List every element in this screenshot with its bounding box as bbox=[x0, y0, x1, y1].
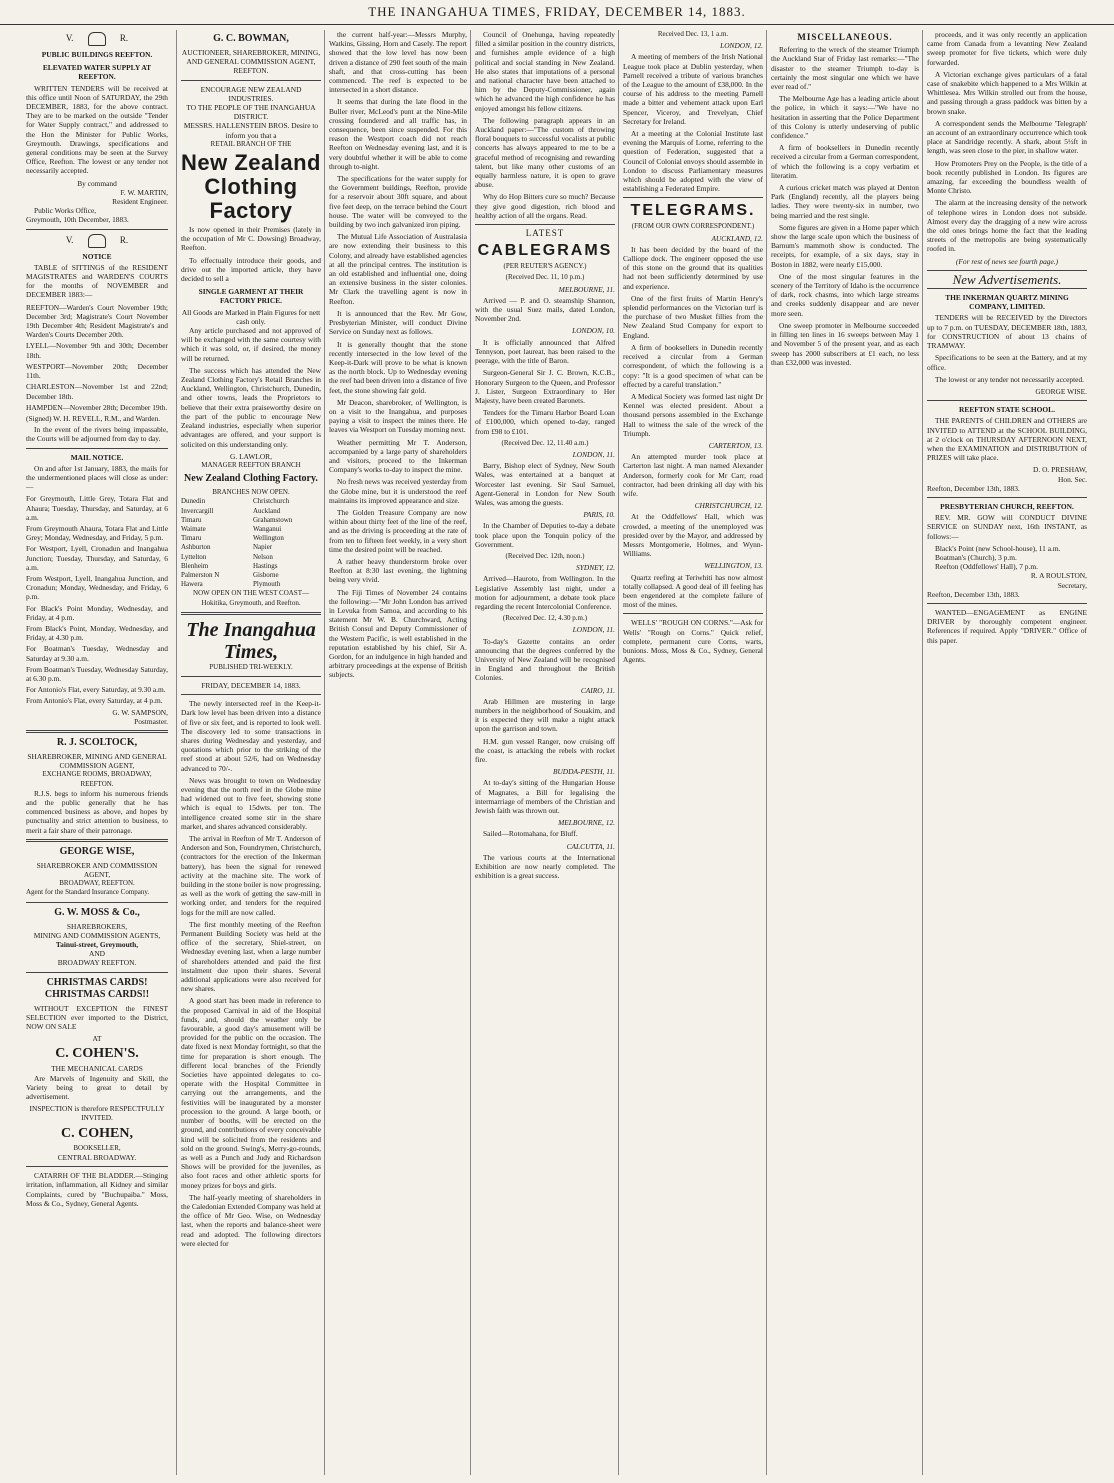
branch-item: Gisborne bbox=[253, 570, 279, 579]
mail-signer: G. W. SAMPSON, bbox=[112, 707, 168, 717]
misc-para: One sweep promoter in Melbourne succeeded in filling ten lines in 16 sweeps between May 1 and November 5 of the present year, and as each sweep has 2000 subscribers at £1 each, no less than £32,000 was invested. bbox=[771, 320, 919, 367]
mail-item: From Greymouth Ahaura, Totara Flat and Little Grey; Monday, Wednesday, and Friday, 5 p.m. bbox=[26, 523, 168, 543]
news-para: Why do Hop Bitters cure so much? Because they give good digestion, rich blood and healthy action of all the organs. Read. bbox=[475, 192, 615, 220]
school-title: REEFTON STATE SCHOOL. bbox=[959, 405, 1055, 415]
church-role: Secretary, bbox=[1057, 580, 1087, 590]
divider bbox=[181, 694, 321, 695]
news-para: The half-yearly meeting of shareholders in the Caledonian Extended Company was held at the office of Mr Geo. Wise, on Wednesday last, when the reports and balance-sheet were read and adopted. The following directors were elected for bbox=[181, 1192, 321, 1248]
factory-body-2: To effectually introduce their goods, and drive out the imported article, they have decided to sell a bbox=[181, 255, 321, 284]
telegram-text: It has been decided by the board of the Calliope dock. The engineer opposed the use of this stone on the ground that its qualities had not been sufficiently determined by use and experience. bbox=[623, 244, 763, 291]
mail-item: From Westport, Lyell, Inangahua Junction, and Cronadun; Monday, Wednesday, and Friday, 6 p.m. bbox=[26, 573, 168, 602]
mech-title: THE MECHANICAL CARDS bbox=[51, 1064, 143, 1074]
divider bbox=[26, 1166, 168, 1167]
lawlor-name: G. LAWLOR, bbox=[230, 451, 272, 461]
divider bbox=[927, 603, 1087, 604]
cable-text: In the Chamber of Deputies to-day a debate took place upon the Tonquin policy of the Government. bbox=[475, 521, 615, 549]
misc-para: The alarm at the increasing density of the network of telephone wires in London does not subside. Almost every day the dragging of a new wire across the old ones brings home the fact that the leading streets of the metropolis are being systematically roofed in. bbox=[927, 198, 1087, 254]
church-signer: R. A ROULSTON, bbox=[1030, 571, 1087, 581]
school-signer: D. O. PRESHAW, bbox=[1033, 465, 1087, 475]
news-para: The arrival in Reefton of Mr T. Anderson of Anderson and Son, Foundrymen, Christchurch, (contractors for the erection of the Inkerman battery), has been the signal for renewed activity at the machine site. The work of building in the stone boiler is now progressing, as well as the work of getting the saw-mill in working order, and tenders for the required logs for the mill are now called. bbox=[181, 834, 321, 917]
school-date: Reefton, December 13th, 1883. bbox=[927, 483, 1020, 493]
xmas-at: AT bbox=[92, 1034, 102, 1044]
divider bbox=[181, 80, 321, 81]
misc-para: Some figures are given in a Home paper which show the large scale upon which the business of Barnum's mammoth show is conducted. The receipts, for example, of a six days, stay in Boston in 1882, were nearly £15,000. bbox=[771, 222, 919, 269]
success-note: The success which has attended the New Zealand Clothing Factory's Retail Branches in Auckland, Wellington, Christchurch, Dunedin, and other towns, leads the Proprietors to believe that their extra praiseworthy desire on the part of the public to encourage New Zealand industries, especially when superior advantages are offered, and your support is solicited on this understanding only. bbox=[181, 365, 321, 449]
mech-body: Are Marvels of Ingenuity and Skill, the Variety being to great to detail by advertisement. bbox=[26, 1073, 168, 1102]
sitting-item: WESTPORT—November 20th; December 11th. bbox=[26, 361, 168, 381]
news-para: It is announced that the Rev. Mr Gow, Presbyterian Minister, will conduct Divine Service on Sunday next as follows. bbox=[329, 308, 467, 337]
sitting-item: CHARLESTON—November 1st and 22nd; December 18th. bbox=[26, 382, 168, 401]
news-para: No fresh news was received yesterday from the Globe mine, but it is understood the reef maintains its improved appearance and size. bbox=[329, 477, 467, 505]
west-coast-note: NOW OPEN ON THE WEST COAST—Hokitika, Greymouth, and Reefton. bbox=[193, 589, 309, 607]
cable-text: Tenders for the Timaru Harbor Board Loan of £100,000, which opened to-day, ranged from £98 to £101. bbox=[475, 408, 615, 436]
crest-letter-right-2: R. bbox=[119, 234, 129, 245]
telegram-text: One of the first fruits of Martin Henry's splendid performances on the Victorian turf is the purchase of two Musket fillies from the New Zealand Stud Company for export to England. bbox=[623, 293, 763, 340]
branch-item: Ashburton bbox=[181, 543, 211, 552]
cable-agency: (PER REUTER'S AGENCY.) bbox=[503, 262, 587, 271]
misc-para: A correspondent sends the Melbourne 'Telegraph' an account of an extraordinary occurrence which took place at Sandridge recently. A shark, about 5½ft in length, was seen close to the pier, in shallow water. bbox=[927, 118, 1087, 156]
xmas-body: WITHOUT EXCEPTION the FINEST SELECTION ever imported to the District, NOW ON SALE bbox=[26, 1003, 168, 1032]
cable-received: (Received Dec. 12, 4.30 p.m.) bbox=[502, 614, 588, 623]
cable-text: Sailed—Rotomahana, for Bluff. bbox=[483, 829, 578, 839]
crown-icon bbox=[88, 32, 106, 46]
to-people-heading: TO THE PEOPLE OF THE INANGAHUA DISTRICT. bbox=[186, 103, 316, 122]
cable-dateline: LONDON, 11. bbox=[572, 625, 615, 635]
notice-body: TABLE of SITTINGS of the RESIDENT MAGISTRATES and WARDEN'S COURTS for the months of NOVEMBER and DECEMBER 1883:— bbox=[26, 262, 168, 300]
crest-letter-left-2: V. bbox=[65, 234, 74, 245]
divider bbox=[623, 197, 763, 198]
column-2 bbox=[176, 30, 325, 1475]
divider bbox=[26, 839, 168, 842]
cable-text: It is officially announced that Alfred Tennyson, poet laureat, has been raised to the peerage, with the title of Baron. bbox=[475, 337, 615, 366]
exchange-note: Any article purchased and not approved of will be exchanged with the same courtesy with which it was sold, or, if desired, the money will be returned. bbox=[181, 326, 321, 363]
column-4 bbox=[470, 30, 619, 1475]
divider bbox=[26, 229, 168, 230]
wanted-ad: WANTED—ENGAGEMENT as ENGINE DRIVER by thoroughly competent engineer. References if required. Apply "DRIVER." Office of this paper. bbox=[927, 607, 1087, 645]
telegram-text: An attempted murder took place at Carterton last night. A man named Alexander Anderson, formerly cook for Mr Carr, road contractor, had been drinking all day with his wife. bbox=[623, 452, 763, 498]
paper-title: The Inangahua Times, bbox=[186, 618, 316, 663]
misc-para: A Victorian exchange gives particulars of a fatal case of snakebite which happened to a Mrs Wilkin at Whittlesea. Mrs Wilkin strolled out from the house, and passing through a grass paddock was bitten by a brown snake. bbox=[927, 69, 1087, 116]
cablegrams-heading: CABLEGRAMS bbox=[477, 242, 613, 260]
inkerman-signer: GEORGE WISE. bbox=[1035, 386, 1087, 396]
cable-text: To-day's Gazette contains an order announcing that the degrees conferred by the University of New Zealand will be recognised in England and throughout the British Colonies. bbox=[475, 636, 615, 683]
moss-address-2: AND bbox=[88, 949, 105, 959]
wise-name: GEORGE WISE, bbox=[59, 845, 135, 857]
inkerman-note: The lowest or any tender not necessarily accepted. bbox=[935, 374, 1084, 384]
mail-item: For Antonio's Flat, every Saturday, at 9.30 a.m. bbox=[26, 685, 166, 695]
wells-ad: WELLS' "ROUGH ON CORNS."—Ask for Wells' "Rough on Corns." Quick relief, complete, permanent cure Corns, warts, bunions. Moss, Moss & Co., Sydney, General Agents. bbox=[623, 618, 763, 665]
misc-para: Referring to the wreck of the steamer Triumph the Auckland Star of Friday last remarks:—"The disaster to the steamer Triumph to-day is certainly the most singular one which we have ever read of." bbox=[771, 45, 919, 92]
crest-letter-right: R. bbox=[119, 33, 129, 44]
news-para: The Fiji Times of November 24 contains the following:—"Mr John London has arrived in Levuka from Samoa, and according to his statement Mr W. B. Churchward, Acting British Consul and Deputy Commissioner of the Western Pacific, is well established in the reputation established by his chief, Sir A. Gordon, for an indulgence in high handed and arbitrary proceedings at the expense of British subjects. bbox=[329, 587, 467, 680]
news-para: Mr Deacon, sharebroker, of Wellington, is on a visit to the Inangahua, and purposes paying a visit to inspect the mines there. He leaves via Westport on Tuesday morning next. bbox=[329, 397, 467, 435]
news-para: the current half-year:—Messrs Murphy, Watkins, Gissing, Horn and Casely. The report showed that the low level has now been driven a distance of 290 feet south of the main shaft, and that cross-cutting has been commenced. The reef is expected to be intersected in a short distance. bbox=[329, 30, 467, 95]
cable-dateline: LONDON, 10. bbox=[572, 326, 615, 336]
cohen-address: CENTRAL BROADWAY. bbox=[57, 1152, 137, 1162]
misc-para: A curious cricket match was played at Denton Park (England) recently, all the players being ladies. They were twenty-six in number, two being married and the rest single. bbox=[771, 183, 919, 220]
news-para: Council of Onehunga, having repeatedly filled a similar position in the country districts, and furnishes ample evidence of a high political and social standing in New Zealand. He also states that imputations of a personal and national character have been attached to him by the Deputy-Commissioner, again which he advanced the high confidence he has enjoyed amongst his fellow citizens. bbox=[475, 30, 615, 113]
misc-para: How Promoters Prey on the People, is the title of a book recently published in London. Its figures are amazing, far exceeding the boundless wealth of Monte Christo. bbox=[927, 158, 1087, 196]
telegram-dateline: AUCKLAND, 12. bbox=[711, 233, 763, 243]
telegram-text: A firm of booksellers in Dunedin recently received a circular from a German correspondent, of which the following is a copy: "It is a good specimen of what can be effected by a careful translation." bbox=[623, 342, 763, 389]
column-6 bbox=[766, 30, 923, 1475]
by-command: By command bbox=[77, 178, 117, 188]
news-para: At a meeting at the Colonial Institute last evening the Marquis of Lorne, referring to the question of Federation, suggested that a Council of Colonial envoys should assemble in London to discuss Parliamentary measures which should be adopted with the view of establishing a Federated Empire. bbox=[623, 129, 763, 194]
xmas-shop: C. COHEN'S. bbox=[55, 1046, 139, 1062]
misc-para: A firm of booksellers in Dunedin recently received a circular from a German correspondent, of which the following is a copy verbatim et literatim. bbox=[771, 143, 919, 180]
divider bbox=[181, 676, 321, 677]
cable-text: At to-day's sitting of the Hungarian House of Magnates, a Bill for legalising the intermarriage of members of the Christian and Jewish faith was thrown out. bbox=[475, 778, 615, 816]
single-garment: SINGLE GARMENT AT THEIR FACTORY PRICE. bbox=[198, 287, 304, 306]
cable-dateline: SYDNEY, 12. bbox=[576, 563, 615, 573]
divider bbox=[623, 613, 763, 614]
moss-address: Tainui-street, Greymouth, bbox=[55, 940, 139, 950]
cohen-role: BOOKSELLER, bbox=[73, 1143, 121, 1152]
news-para: The Golden Treasure Company are now within about thirty feet of the line of the reef, and as the driving is proceeding at the rate of from ten to fifteen feet weekly, in a very short time the desired point will be reached. bbox=[329, 507, 467, 554]
telegram-dateline: CHRISTCHURCH, 12. bbox=[694, 501, 763, 511]
moss-address-3: BROADWAY REEFTON. bbox=[57, 958, 137, 968]
divider bbox=[927, 497, 1087, 498]
mail-item: From Boatman's Tuesday, Wednesday Saturday, at 6.30 p.m. bbox=[26, 664, 168, 683]
church-time: Reefton (Oddfellows' Hall), 7 p.m. bbox=[935, 562, 1038, 572]
telegram-dateline: WELLINGTON, 13. bbox=[704, 561, 763, 571]
branch-item: Napier bbox=[253, 543, 273, 552]
retail-branch: RETAIL BRANCH OF THE bbox=[210, 139, 292, 148]
column-7 bbox=[922, 30, 1087, 1475]
branch-item: Nelson bbox=[253, 552, 273, 561]
branch-item: Grahamstown bbox=[253, 515, 293, 524]
cable-text: Barry, Bishop elect of Sydney, New South Wales, was entertained at a banquet at Worcester last evening. Sir Saul Samuel, Agent-General in London for New South Wales, was among the guests. bbox=[475, 461, 615, 507]
scoltock-name: R. J. SCOLTOCK, bbox=[56, 737, 138, 748]
telegram-text: Quartz reefing at Teriwhiti has now almost totally collapsed. A good deal of ill feeling has been engendered at the complete failure of most of the mines. bbox=[623, 572, 763, 610]
mail-intro: On and after 1st January, 1883, the mails for the undermentioned places will close as under:— bbox=[26, 463, 168, 492]
tender-body: WRITTEN TENDERS will be received at this office until Noon of SATURDAY, the 29th DECEMBER, 1883, for the above contract. They are to be marked on the outside "Tender for Water Supply contract," and addressed to the Hon the Minister for Public Works, Greymouth. Drawings, specifications and general conditions may be seen at the Survey Office, Reefton. The lowest or any tender not necessarily accepted. bbox=[26, 83, 168, 176]
branch-item: Waimate bbox=[181, 524, 206, 533]
church-title: PRESBYTERIAN CHURCH, REEFTON. bbox=[940, 501, 1074, 511]
school-body: THE PARENTS of CHILDREN and OTHERS are INVITED to ATTEND at the SCHOOL BUILDING, at 2 o'clock on THURSDAY AFTERNOON NEXT, when the EXAMINATION and DISTRIBUTION of PRIZES will take place. bbox=[927, 416, 1087, 463]
new-advertisements-heading: New Advertisements. bbox=[952, 271, 1062, 287]
misc-para: proceeds, and it was only recently an application came from Canada from a levanting New Zealand sweep promoter for five tickets, which were duly forwarded. bbox=[927, 30, 1087, 67]
mail-item: For Black's Point Monday, Wednesday, and Friday, at 4 p.m. bbox=[26, 603, 168, 622]
branch-item: Hawera bbox=[181, 580, 203, 589]
branch-item: Palmerston N bbox=[181, 570, 220, 579]
telegrams-heading: TELEGRAMS. bbox=[630, 202, 756, 220]
mail-role: Postmaster. bbox=[134, 716, 168, 726]
branch-item: Lyttelton bbox=[181, 552, 207, 561]
cable-text: The various courts at the International Exhibition are now nearly completed. The exhibition is a great success. bbox=[475, 852, 615, 881]
scoltock-trade: SHAREBROKER, MINING AND GENERAL COMMISSION AGENT, bbox=[27, 752, 167, 771]
branches-title: BRANCHES NOW OPEN. bbox=[212, 488, 290, 497]
news-para: A good start has been made in reference to the proposed Carnival in aid of the Hospital funds, and, should the weather only be favourable, a good day's amusement will be provided for the public on the occasion. The date fixed is next Monday fortnight, so that the time for preparation is short enough. The different local branches of the Friendly Societies have appointed delegates to co-operate with the Hospital Committee in carrying out the arrangements, and the festivities will be inaugurated by a monster procession to the ground. A large booth, or number of booths, will be erected on the ground, and contributions of every conceivable kind will be solicited from the residents and sold on the ground. Swing's, Merry-go-rounds, as well as a Punch and Judy and Richardson Shows will be provided for the juveniles, as also foot races and other athletic sports for money prizes for boys and girls. bbox=[181, 996, 321, 1190]
divider bbox=[181, 612, 321, 615]
school-role: Hon. Sec. bbox=[1058, 474, 1087, 484]
divider bbox=[26, 730, 168, 733]
telegram-text: At the Oddfellows' Hall, which was crowded, a meeting of the unemployed was presided over by the Mayor, and addressed by Messrs Montgomerie, Holmes, and Wynn-Williams. bbox=[623, 512, 763, 559]
moss-trade-2: MINING AND COMMISSION AGENTS, bbox=[33, 930, 161, 940]
mail-item: From Antonio's Flat, every Saturday, at 4 p.m. bbox=[26, 696, 163, 706]
hallenstein-intro: MESSRS. HALLENSTEIN BROS. Desire to inform you that a bbox=[183, 121, 319, 140]
cable-text: Arrived—Hauroto, from Wellington. In the Legislative Assembly last night, under a motion for adjournment, a debate took place regarding the recent Intercolonial Conference. bbox=[475, 574, 615, 611]
column-5 bbox=[618, 30, 767, 1475]
news-para: News was brought to town on Wednesday evening that the north reef in the Globe mine had widened out to five feet, showing stone which is equal to 15dwts. per ton. The intelligence created some stir in the share market, and shares advanced considerably. bbox=[181, 775, 321, 831]
wise-trade: SHAREBROKER AND COMMISSION AGENT, bbox=[36, 860, 158, 880]
news-para: The specifications for the water supply for the Government buildings, Reefton, provide for a reservoir about 30ft square, and about five feet deep, on the terrace behind the Court house. The water will be conveyed to the building by two inch galvanized iron piping. bbox=[329, 174, 467, 230]
notice-title: NOTICE bbox=[82, 251, 112, 261]
telegram-text: A Medical Society was formed last night Dr Kennel was elected president. About a thousand persons assembled in the Exchange Hall to witness the sale of the wreck of the Triumph. bbox=[623, 391, 763, 438]
encourage-heading: ENCOURAGE NEW ZEALAND INDUSTRIES. bbox=[200, 84, 302, 103]
branch-item: Plymouth bbox=[253, 580, 281, 589]
cohen-name: C. COHEN, bbox=[61, 1125, 133, 1141]
divider bbox=[475, 224, 615, 225]
column-container bbox=[26, 30, 1090, 1475]
sitting-item: LYELL—November 9th and 30th; December 18th. bbox=[26, 341, 168, 360]
bowman-trade: AUCTIONEER, SHAREBROKER, MINING, AND GENERAL COMMISSION AGENT, bbox=[181, 48, 321, 67]
inkerman-body: TENDERS will be RECEIVED by the Directors up to 7 p.m. on TUESDAY, DECEMBER 18th, 1883, for CONSTRUCTION of about 13 chains of TRAMWAY. bbox=[927, 313, 1087, 351]
crest-letter-left: V. bbox=[65, 33, 74, 44]
mail-item: For Greymouth, Little Grey, Totara Flat and Ahaura; Tuesday, Thursday, and Saturday, at 6 a.m. bbox=[26, 494, 168, 522]
news-para: A meeting of members of the Irish National League took place at Dublin yesterday, when Parnell received a tribute of various branches of the League to the amount of £38,000. In the course of his address to the meeting Parnell made a bitter and vehement attack upon Earl Spencer, Viceroy, and Trevelyan, Chief Secretary for Ireland. bbox=[623, 52, 763, 126]
church-date: Reefton, December 13th, 1883. bbox=[927, 589, 1020, 599]
news-para: The first monthly meeting of the Reefton Permanent Building Society was held at the office of the secretary, Shiel-street, on Wednesday evening last, when a large number of shareholders attended and paid the first instalment due upon their shares. Several additional applications were also received for new shares. bbox=[181, 919, 321, 994]
branch-item: Christchurch bbox=[253, 497, 290, 506]
church-time: Boatman's (Church), 3 p.m. bbox=[935, 552, 1017, 562]
divider bbox=[26, 902, 168, 903]
branches-list bbox=[181, 497, 321, 589]
crown-icon bbox=[88, 234, 106, 248]
bowman-name: G. C. BOWMAN, bbox=[213, 33, 289, 44]
branch-item: Invercargill bbox=[181, 506, 214, 515]
news-para: The following paragraph appears in an Auckland paper:—"The custom of throwing floral bouquets to successful vocalists at public concerts has always appeared to me to be a graceful method of recognising and rewarding talent, but like many other customs of an equally harmless nature, it is open to grave abuse. bbox=[475, 115, 615, 190]
divider bbox=[26, 448, 168, 449]
branch-item: Auckland bbox=[253, 506, 281, 515]
cable-text: H.M. gun vessel Ranger, now cruising off the coast, is attacking the rebels with rocket fire. bbox=[475, 736, 615, 765]
inspect-note: INSPECTION is therefore RESPECTFULLY INVITED. bbox=[29, 1104, 165, 1123]
telegram-dateline: CARTERTON, 13. bbox=[708, 440, 763, 450]
news-para: It seems that during the late flood in the Buller river, McLeod's punt at the Nine-Mile crossing foundered and all traffic has, in consequence, been since suspended. For this reason the Westport coach did not reach Reefton on Wednesday evening last, and it is very doubtful whether it will be able to come through to-night. bbox=[329, 97, 467, 171]
mail-item: For Westport, Lyell, Cronadun and Inangahua Junction; Tuesday, Thursday, and Saturday, 6 a.m. bbox=[26, 544, 168, 572]
news-para: The Mutual Life Association of Australasia are now extending their business to this Colony, and already have established agencies at all the principal centres. The institution is an old established and influential one, doing an extensive business in the sister colonies. Mr Clark the travelling agent is now in Reefton. bbox=[329, 232, 467, 306]
tender-signer: F. W. MARTIN, bbox=[120, 187, 168, 197]
branch-item: Wanganui bbox=[253, 524, 282, 533]
misc-heading: MISCELLANEOUS. bbox=[797, 32, 893, 42]
divider bbox=[927, 400, 1087, 401]
royal-crest bbox=[26, 32, 168, 46]
sitting-item: REEFTON—Warden's Court November 19th; December 3rd; Magistrate's Court November 19th December 4th; Resident Magistrate's and Warden's Courts December 20th. bbox=[26, 302, 168, 340]
latest-heading: LATEST bbox=[525, 228, 565, 239]
xmas-title: CHRISTMAS CARDS! CHRISTMAS CARDS!! bbox=[44, 976, 150, 1000]
branch-item: Dunedin bbox=[181, 497, 206, 506]
wise-address: BROADWAY, REEFTON. bbox=[59, 879, 135, 888]
factory-title-2: New Zealand Clothing Factory. bbox=[184, 473, 318, 485]
tender-signer-role: Resident Engineer. bbox=[112, 197, 168, 207]
branch-item: Wellington bbox=[253, 534, 284, 543]
branch-item: Blenheim bbox=[181, 561, 209, 570]
wise-note: Agent for the Standard Insurance Company. bbox=[26, 888, 150, 897]
branch-item: Timaru bbox=[181, 534, 202, 543]
catarrh-ad: CATARRH OF THE BLADDER.—Stinging irritation, inflammation, all Kidney and similar Complaints, cured by "Buchupaiba." Moss, Moss & Co., Sydney, General Agents. bbox=[26, 1171, 168, 1208]
scoltock-address: EXCHANGE ROOMS, BROADWAY, REEFTON. bbox=[42, 770, 152, 788]
plain-figures: All Goods are Marked in Plain Figures for nett cash only. bbox=[181, 307, 321, 326]
sittings-signed: (Signed) W. H. REVELL, R.M., and Warden. bbox=[26, 413, 161, 423]
church-time: Black's Point (new School-house), 11 a.m. bbox=[935, 543, 1061, 553]
cable-dateline: MELBOURNE, 12. bbox=[558, 818, 615, 828]
misc-para: One of the most singular features in the scenery of the Territory of Idaho is the occurrence of dark, rock chasms, into which large streams and creeks suddenly disappear and are never more seen. bbox=[771, 271, 919, 318]
office-heading: PUBLIC BUILDINGS REEFTON. bbox=[41, 50, 153, 59]
scoltock-body: R.J.S. begs to inform his numerous friends and the public generally that he has commenced business as above, and hopes by punctuality and strict attention to business, to merit a fair share of their patronage. bbox=[26, 788, 168, 835]
tender-date: Greymouth, 10th December, 1883. bbox=[26, 215, 129, 225]
paper-title-block bbox=[181, 619, 321, 672]
branch-item: Hastings bbox=[253, 561, 278, 570]
bowman-town: REEFTON. bbox=[233, 66, 269, 76]
cable-received: (Received Dec. 12, 11.40 a.m.) bbox=[501, 438, 589, 447]
cable-dateline: CALCUTTA, 11. bbox=[566, 841, 615, 851]
cable-text: Surgeon-General Sir J. C. Brown, K.C.B., Honorary Surgeon to the Queen, and Professor J. Lister, Surgeon Extraordinary to Her Majesty, have been created Baronets. bbox=[475, 368, 615, 405]
cable-dateline: LONDON, 12. bbox=[720, 41, 763, 51]
cable-dateline: LONDON, 11. bbox=[572, 449, 615, 459]
divider bbox=[927, 288, 1087, 289]
cable-dateline: BUDDA-PESTH, 11. bbox=[552, 767, 615, 777]
mail-item: For Boatman's Tuesday, Wednesday and Saturday at 9.30 a.m. bbox=[26, 644, 168, 663]
sitting-item: HAMPDEN—November 28th; December 19th. bbox=[26, 402, 168, 412]
column-3 bbox=[324, 30, 471, 1475]
lawlor-role: MANAGER REEFTON BRANCH bbox=[201, 460, 301, 469]
cable-text: Arab Hillmen are mustering in large numbers in the neighborhood of Souakim, and it is expected they will make a night attack upon the garrison and town. bbox=[475, 696, 615, 734]
cable-dateline: MELBOURNE, 11. bbox=[558, 284, 615, 294]
cable-dateline: PARIS, 10. bbox=[583, 510, 615, 520]
telegrams-agency: (FROM OUR OWN CORRESPONDENT.) bbox=[631, 222, 755, 231]
cable-received: (Received Dec. 11, 10 p.m.) bbox=[505, 273, 585, 282]
divider bbox=[26, 972, 168, 973]
issue-date: FRIDAY, DECEMBER 14, 1883. bbox=[201, 680, 301, 690]
factory-title: New Zealand Clothing Factory bbox=[181, 150, 321, 224]
cable-text: Arrived — P. and O. steamship Shannon, with the usual Suez mails, dated London, November 2nd. bbox=[475, 295, 615, 324]
factory-body: Is now opened in their Premises (lately in the occupation of Mr C. Dowsing) Broadway, Reefton. bbox=[181, 225, 321, 253]
news-para: It is generally thought that the stone recently intersected in the low level of the Keep-it-Dark will prove to be what is known as the north block. Up to Wednesday evening the reef had been driven into a distance of five feet, the stone showing fair gold. bbox=[329, 339, 467, 395]
news-para: The newly intersected reef in the Keep-it-Dark low level has been driven into a distance of five or six feet, and is reported to look well. The discovery led to some transactions in shares during Wednesday and yesterday, and quotations which prior to the striking of the reef stood at about 52/6, had on Wednesday advanced to 70/-. bbox=[181, 699, 321, 773]
moss-name: G. W. MOSS & Co., bbox=[54, 906, 140, 918]
royal-crest-2 bbox=[26, 234, 168, 248]
published-note: PUBLISHED TRI-WEEKLY. bbox=[209, 662, 293, 671]
continued-note: (For rest of news see fourth page.) bbox=[955, 256, 1059, 266]
misc-para: The Melbourne Age has a leading article about the police, in which it says:—"We have no hesitation in asserting that the Police Department of this Colony is utterly undeserving of public confidence." bbox=[771, 94, 919, 141]
news-para: A rather heavy thunderstorm broke over Reefton at 8:30 last evening, the lightning being very vivid. bbox=[329, 556, 467, 585]
tender-office: Public Works Office, bbox=[34, 206, 97, 216]
cable-dateline: CAIRO, 11. bbox=[580, 685, 615, 695]
masthead: THE INANGAHUA TIMES, FRIDAY, DECEMBER 14, 1883. bbox=[0, 0, 1114, 25]
news-para: Weather permitting Mr T. Anderson, accompanied by a large party of shareholders and visitors, proceed to the Inkerman Company's works to-day to inspect the mine. bbox=[329, 437, 467, 475]
mail-title: MAIL NOTICE. bbox=[70, 452, 124, 462]
sittings-note: In the event of the rivers being impassable, the Courts will be adjourned from day to day. bbox=[26, 425, 168, 444]
tender-title: ELEVATED WATER SUPPLY AT REEFTON. bbox=[42, 63, 152, 82]
church-body: REV. MR. GOW will CONDUCT DIVINE SERVICE on SUNDAY next, 16th INSTANT, as follows:— bbox=[927, 513, 1087, 541]
inkerman-title: THE INKERMAN QUARTZ MINING COMPANY, LIMITED. bbox=[945, 293, 1069, 312]
mail-item: From Black's Point, Monday, Wednesday, and Friday, at 4.30 p.m. bbox=[26, 623, 168, 643]
cable-received: Received Dec. 13, 1 a.m. bbox=[657, 30, 729, 38]
cable-received: (Received Dec. 12th, noon.) bbox=[505, 551, 585, 560]
inkerman-spec: Specifications to be seen at the Battery, and at my office. bbox=[927, 353, 1087, 372]
divider bbox=[927, 270, 1087, 271]
column-1 bbox=[26, 30, 172, 1475]
branch-item: Timaru bbox=[181, 515, 202, 524]
moss-trade: SHAREBROKERS, bbox=[66, 921, 128, 931]
